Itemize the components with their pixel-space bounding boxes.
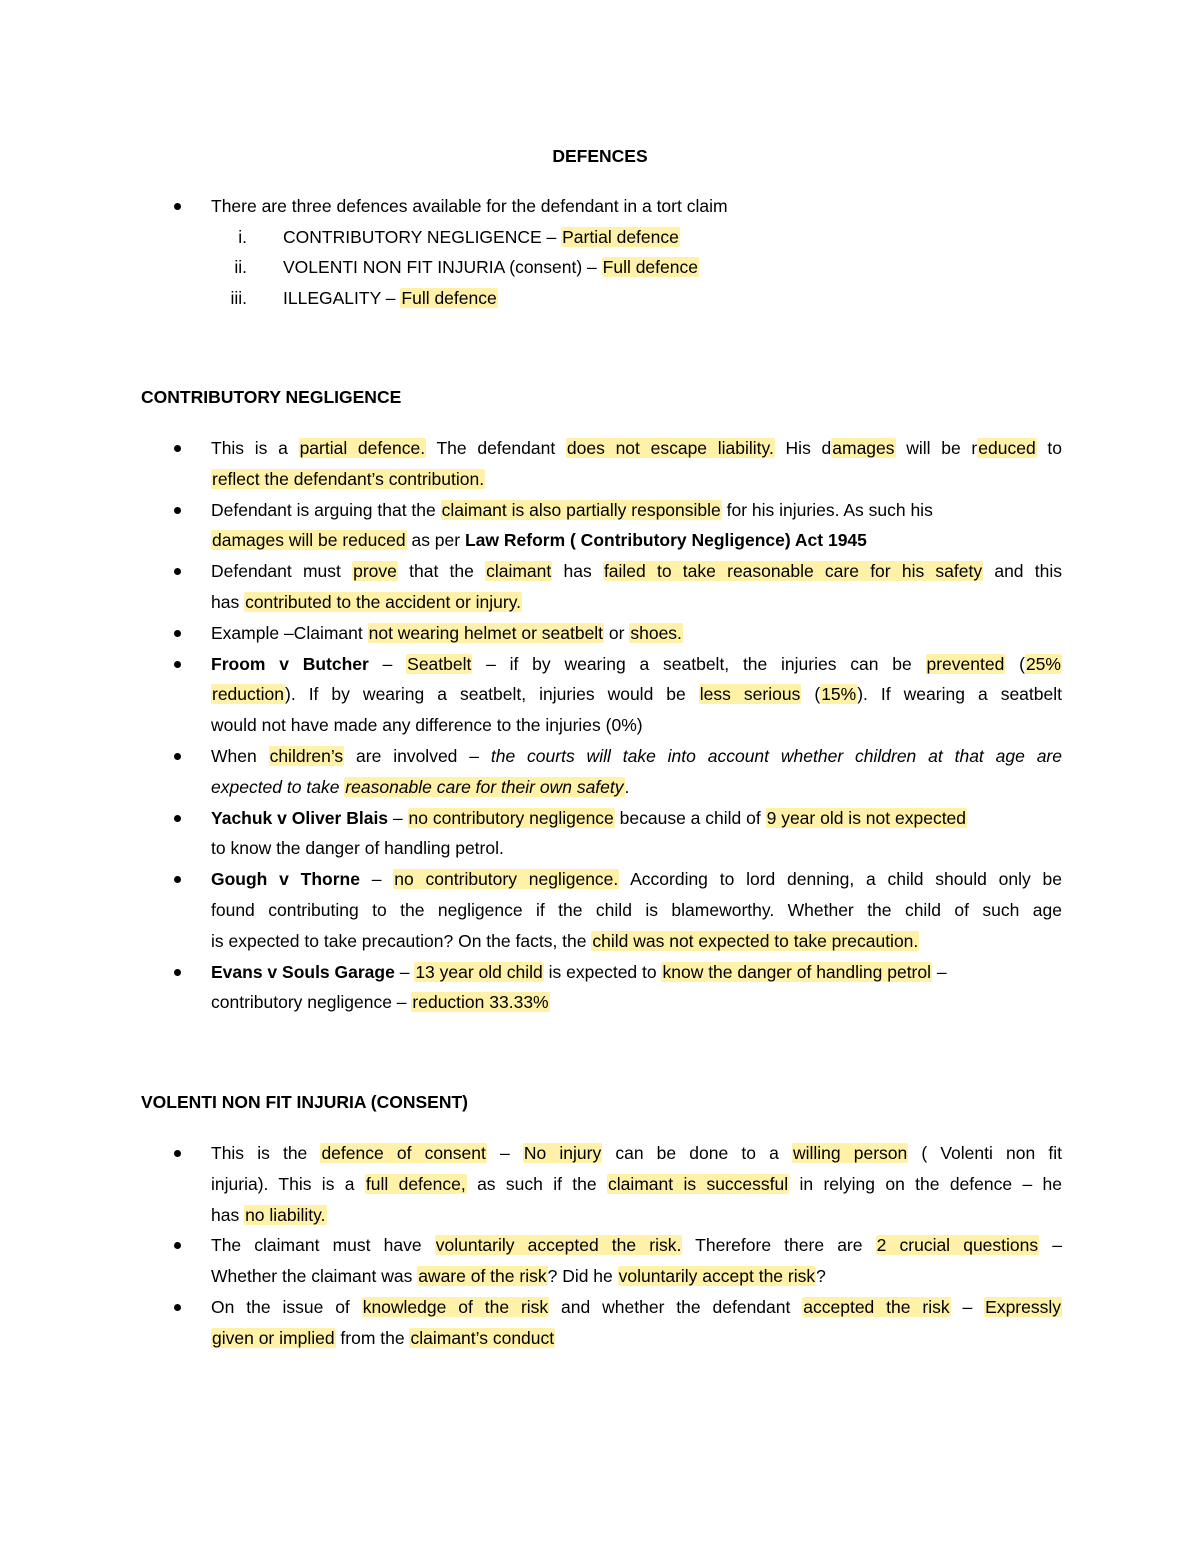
- highlight: damages will be reduced: [212, 530, 406, 551]
- highlight: prove: [353, 561, 397, 582]
- defence-list-item: iii. ILLEGALITY – Full defence: [230, 287, 497, 308]
- bullet-icon: [174, 445, 181, 452]
- list-item: Defendant must prove that the claimant has failed to take reasonable care for his safety and this: [0, 560, 1200, 591]
- list-item: Yachuk v Oliver Blais – no contributory negligence because a child of 9 year old is not expected: [0, 807, 1200, 838]
- highlight: aware of the risk: [418, 1266, 547, 1287]
- highlight: accepted the risk: [803, 1297, 950, 1317]
- list-item: Gough v Thorne – no contributory negligence. According to lord denning, a child should only be: [0, 868, 1200, 899]
- bullet-icon: [174, 661, 181, 668]
- list-item: Defendant is arguing that the claimant is also partially responsible for his injuries. As such his: [0, 499, 1200, 530]
- highlight: no contributory negligence: [408, 807, 614, 828]
- bullet-icon: [174, 876, 181, 883]
- highlight: defence of consent: [321, 1143, 486, 1163]
- bullet-icon: [174, 1304, 181, 1311]
- highlight: No injury: [523, 1143, 602, 1163]
- highlight: voluntarily accepted the risk.: [435, 1235, 682, 1256]
- highlight: claimant is successful: [607, 1173, 789, 1194]
- highlight: children’s: [269, 746, 344, 766]
- highlight: reduction 33.33%: [412, 992, 549, 1013]
- highlight: 13 year old child: [415, 961, 543, 982]
- bullet-icon: [174, 815, 181, 822]
- highlight: failed to take reasonable care for his safety: [603, 561, 983, 582]
- highlight: claimant: [486, 561, 552, 582]
- list-item: Example –Claimant not wearing helmet or seatbelt or shoes.: [0, 622, 1200, 653]
- statute-name: Law Reform ( Contributory Negligence) Act 1945: [464, 530, 867, 551]
- bullet-icon: [174, 507, 181, 514]
- document-page: DEFENCES There are three defences available for the defendant in a tort claim i. CONTRIBUTORY NEGLIGENCE – Partial defence ii. VOLENTI NON FIT INJURIA (consent) – Full defence iii. ILLEGALITY – Full defence CONTRIBUTORY NEGLIGENCE This is a partial defence. The defendant does not escape liability. His damages will be reduced to reflect the defendant’s contribution. Defendant is arguing that the claimant is also partially responsible for his injuries. As such his damages will be reduced as per Law Reform ( Contributory Negligence) Act 1945 Defendant must prove that the claimant has failed to take reasonable care for his safety and this has contributed to the accident or injury. Example –Claimant not wearing helmet or seatbelt or shoes. Froom v Butcher – Seatbelt – if by wearing a seatbelt, the injuries can be prevented (25% reduction). If by wearing a seatbelt, injuries would be less serious (15%). If wearing a seatbelt would not have made any difference to the injuries (0%) When children’s are involved – the courts will take into account whether children at that age are expected to take reasonable care for their own safety. Yachuk v Oliver Blais – no contributory negligence because a child of 9 year old is not expected to know the danger of handling petrol. Gough v Thorne – no contributory negligence. According to lord denning, a child should only be found contributing to the negligence if the child is blameworthy. Whether the child of such age is expected to take precaution? On the facts, the child was not expected to take precaution. Evans v Souls Garage – 13 year old child is expected to know the danger of handling petrol – contributory negligence – reduction 33.33% VOLENTI NON FIT INJURIA (CONSENT) This is the defence of consent – No injury can be done to a willing person ( Volenti non fit injuria). This is a full defence, as such if the claimant is successful in relying on the defence – he has no liability. The claimant must have voluntarily accepted the risk. Therefore there are 2 crucial questions – Whether the claimant was aware of the risk? Did he voluntarily accept the risk? On the issue of knowledge of the risk and whether the defendant accepted the risk – Expressly given or implied from the claimant’s conduct: [0, 0, 1200, 1553]
- highlight: partial defence.: [299, 438, 426, 458]
- bullet-icon: [174, 1242, 181, 1249]
- case-name: Yachuk v Oliver Blais: [211, 807, 389, 828]
- defence-list-item: i. CONTRIBUTORY NEGLIGENCE – Partial defence: [238, 226, 679, 247]
- roman-numeral: iii.: [230, 287, 247, 308]
- highlight: reasonable care for their own safety: [345, 776, 624, 797]
- bullet-icon: [174, 1150, 181, 1157]
- bullet-icon: [174, 969, 181, 976]
- section-heading-volenti: VOLENTI NON FIT INJURIA (CONSENT): [141, 1092, 468, 1112]
- highlight: willing person: [792, 1143, 908, 1163]
- highlight: Seatbelt: [407, 653, 472, 674]
- bullet-icon: [174, 203, 181, 210]
- highlight: given or implied: [212, 1327, 335, 1348]
- section-heading-contributory-negligence: CONTRIBUTORY NEGLIGENCE: [141, 387, 402, 407]
- highlight: amages: [832, 438, 895, 458]
- highlight: shoes.: [630, 622, 682, 643]
- highlight: Full defence: [401, 287, 497, 308]
- bullet-icon: [174, 568, 181, 575]
- highlight: educed: [978, 438, 1036, 458]
- page-title: DEFENCES: [552, 146, 648, 166]
- list-item: Froom v Butcher – Seatbelt – if by wearing a seatbelt, the injuries can be prevented (25%: [0, 653, 1200, 684]
- highlight: 2 crucial questions: [876, 1235, 1039, 1256]
- highlight: 9 year old is not expected: [766, 807, 967, 828]
- list-item: The claimant must have voluntarily accepted the risk. Therefore there are 2 crucial questions –: [0, 1234, 1200, 1265]
- roman-numeral: ii.: [234, 257, 247, 277]
- list-item: On the issue of knowledge of the risk and whether the defendant accepted the risk – Expressly: [0, 1296, 1200, 1327]
- highlight: knowledge of the risk: [362, 1297, 549, 1317]
- defence-list-item: ii. VOLENTI NON FIT INJURIA (consent) – Full defence: [234, 257, 698, 277]
- case-name: Evans v Souls Garage: [211, 961, 395, 982]
- highlight: child was not expected to take precaution.: [592, 930, 919, 951]
- highlight: claimant’s conduct: [410, 1327, 555, 1348]
- list-item: Evans v Souls Garage – 13 year old child is expected to know the danger of handling petrol –: [0, 961, 1200, 992]
- roman-numeral: i.: [238, 226, 247, 247]
- highlight: voluntarily accept the risk: [618, 1266, 816, 1287]
- list-item: When children’s are involved – the courts will take into account whether children at that age are: [0, 745, 1200, 776]
- highlight: Expressly: [985, 1297, 1061, 1317]
- highlight: full defence,: [365, 1173, 466, 1194]
- highlight: reduction: [212, 684, 284, 705]
- highlight: 15%: [821, 684, 857, 705]
- highlight: claimant is also partially responsible: [441, 499, 721, 520]
- highlight: contributed to the accident or injury.: [245, 592, 522, 612]
- list-item: This is a partial defence. The defendant does not escape liability. His damages will be reduced to: [0, 437, 1200, 468]
- list-item: This is the defence of consent – No injury can be done to a willing person ( Volenti non fit: [0, 1142, 1200, 1173]
- highlight: Partial defence: [562, 226, 679, 247]
- highlight: less serious: [699, 684, 801, 705]
- case-name: Froom v Butcher: [211, 653, 369, 674]
- highlight: Full defence: [602, 257, 698, 277]
- highlight: does not escape liability.: [566, 438, 774, 458]
- bullet-icon: [174, 630, 181, 637]
- highlight: no contributory negligence.: [394, 869, 619, 890]
- highlight: not wearing helmet or seatbelt: [368, 622, 604, 643]
- case-name: Gough v Thorne: [211, 869, 360, 890]
- highlight: 25%: [1025, 653, 1061, 674]
- list-item: [0, 195, 1200, 226]
- intro-line: There are three defences available for the defendant in a tort claim: [211, 196, 728, 216]
- highlight: prevented: [926, 653, 1005, 674]
- highlight: reflect the defendant’s contribution.: [212, 468, 485, 489]
- bullet-icon: [174, 753, 181, 760]
- highlight: no liability.: [245, 1204, 326, 1225]
- highlight: know the danger of handling petrol: [662, 961, 932, 982]
